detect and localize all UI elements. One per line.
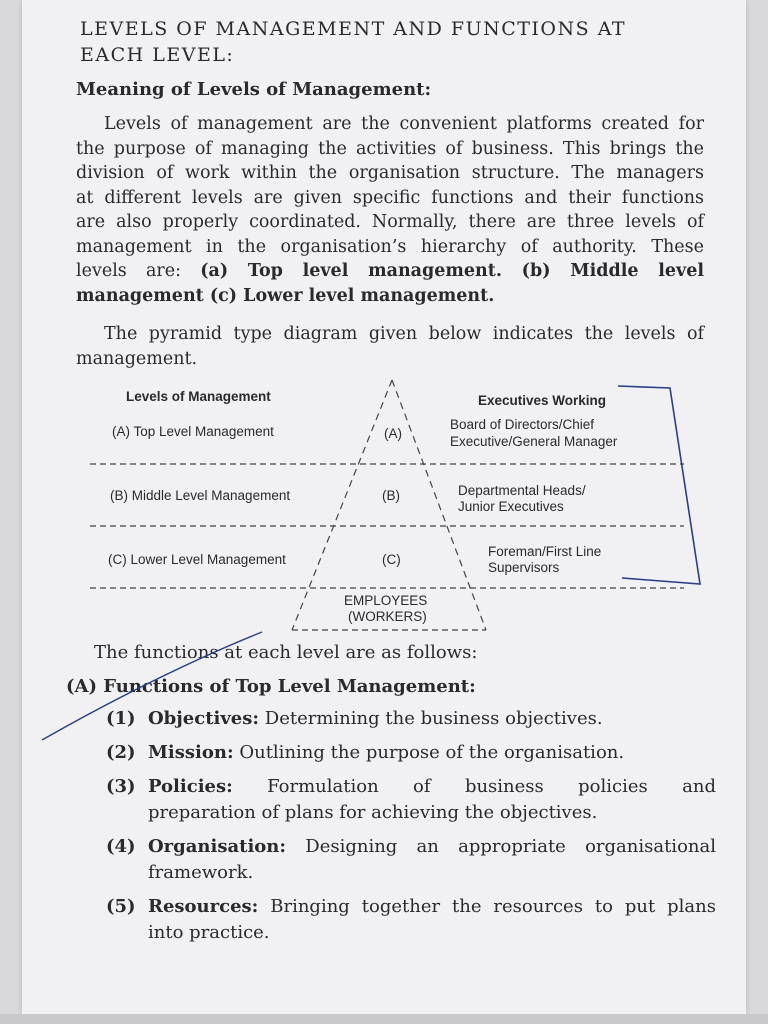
level-c-exec-line2: Supervisors bbox=[488, 560, 560, 575]
function-text: Formulation of business policies and bbox=[267, 776, 716, 797]
base-employees: EMPLOYEES bbox=[344, 593, 428, 608]
level-b-marker: (B) bbox=[382, 488, 400, 503]
function-item bbox=[106, 740, 716, 766]
functions-intro: The functions at each level are as follows: bbox=[94, 642, 478, 663]
para1-line-8: management (c) Lower level management. bbox=[76, 285, 495, 306]
function-text: Designing an appropriate organisational bbox=[305, 836, 716, 857]
para1-line: Levels of management are the convenient platforms created for bbox=[104, 114, 704, 134]
function-item bbox=[106, 774, 716, 826]
level-a-name: (A) Top Level Management bbox=[112, 424, 274, 439]
function-text: Determining the business objectives. bbox=[264, 708, 603, 729]
level-b-exec-line1: Departmental Heads/ bbox=[458, 483, 586, 498]
function-text-cont: framework. bbox=[148, 862, 254, 883]
para1-line7-prefix: levels are: bbox=[76, 261, 182, 281]
function-term: Organisation: bbox=[148, 836, 287, 857]
para2-line: management. bbox=[76, 348, 198, 369]
title-line-2: EACH LEVEL: bbox=[80, 44, 235, 66]
meaning-heading: Meaning of Levels of Management: bbox=[76, 79, 432, 100]
level-c-marker: (C) bbox=[382, 552, 401, 567]
function-text-cont: preparation of plans for achieving the objectives. bbox=[148, 802, 598, 823]
level-b-exec-line2: Junior Executives bbox=[458, 499, 564, 514]
book-page bbox=[22, 0, 746, 1014]
function-text-cont: into practice. bbox=[148, 922, 270, 943]
para1-line: management in the organisation’s hierarchy of authority. These bbox=[76, 236, 704, 257]
base-workers: (WORKERS) bbox=[348, 609, 427, 624]
functions-heading: (A) Functions of Top Level Management: bbox=[66, 676, 476, 697]
function-term: Resources: bbox=[148, 896, 259, 917]
function-term: Policies: bbox=[148, 776, 233, 797]
function-number: (5) bbox=[106, 896, 136, 917]
function-item bbox=[106, 706, 716, 732]
function-item bbox=[106, 894, 716, 946]
function-number: (4) bbox=[106, 836, 136, 857]
level-c-exec-line1: Foreman/First Line bbox=[488, 544, 602, 559]
level-a-marker: (A) bbox=[384, 426, 402, 441]
function-text: Outlining the purpose of the organisation. bbox=[239, 742, 625, 763]
pen-underline-mark bbox=[22, 0, 746, 760]
function-item bbox=[106, 834, 716, 886]
level-a-exec-line2: Executive/General Manager bbox=[450, 434, 618, 449]
function-term: Objectives: bbox=[148, 708, 260, 729]
para1-line: division of work within the organisation structure. The managers bbox=[76, 163, 704, 183]
title-line-1: LEVELS OF MANAGEMENT AND FUNCTIONS AT bbox=[80, 18, 627, 40]
diagram-left-header: Levels of Management bbox=[126, 389, 271, 404]
para2-line: The pyramid type diagram given below indicates the levels of bbox=[104, 324, 704, 344]
para1-line7-bold: (a) Top level management. (b) Middle level bbox=[200, 261, 704, 281]
level-b-name: (B) Middle Level Management bbox=[110, 488, 291, 503]
functions-list bbox=[106, 706, 716, 946]
function-number: (1) bbox=[106, 708, 136, 729]
level-a-exec-line1: Board of Directors/Chief bbox=[450, 417, 595, 432]
function-text: Bringing together the resources to put plans bbox=[270, 896, 716, 917]
page-edge-shadow bbox=[0, 1014, 768, 1024]
function-number: (2) bbox=[106, 742, 136, 763]
diagram-right-header: Executives Working bbox=[478, 393, 607, 408]
para1-line: the purpose of managing the activities of business. This brings the bbox=[76, 138, 704, 159]
function-number: (3) bbox=[106, 776, 136, 797]
level-c-name: (C) Lower Level Management bbox=[108, 552, 286, 567]
para1-line: at different levels are given specific functions and their functions bbox=[76, 187, 704, 208]
para1-line: are also properly coordinated. Normally, there are three levels of bbox=[76, 212, 704, 232]
function-term: Mission: bbox=[148, 742, 234, 763]
